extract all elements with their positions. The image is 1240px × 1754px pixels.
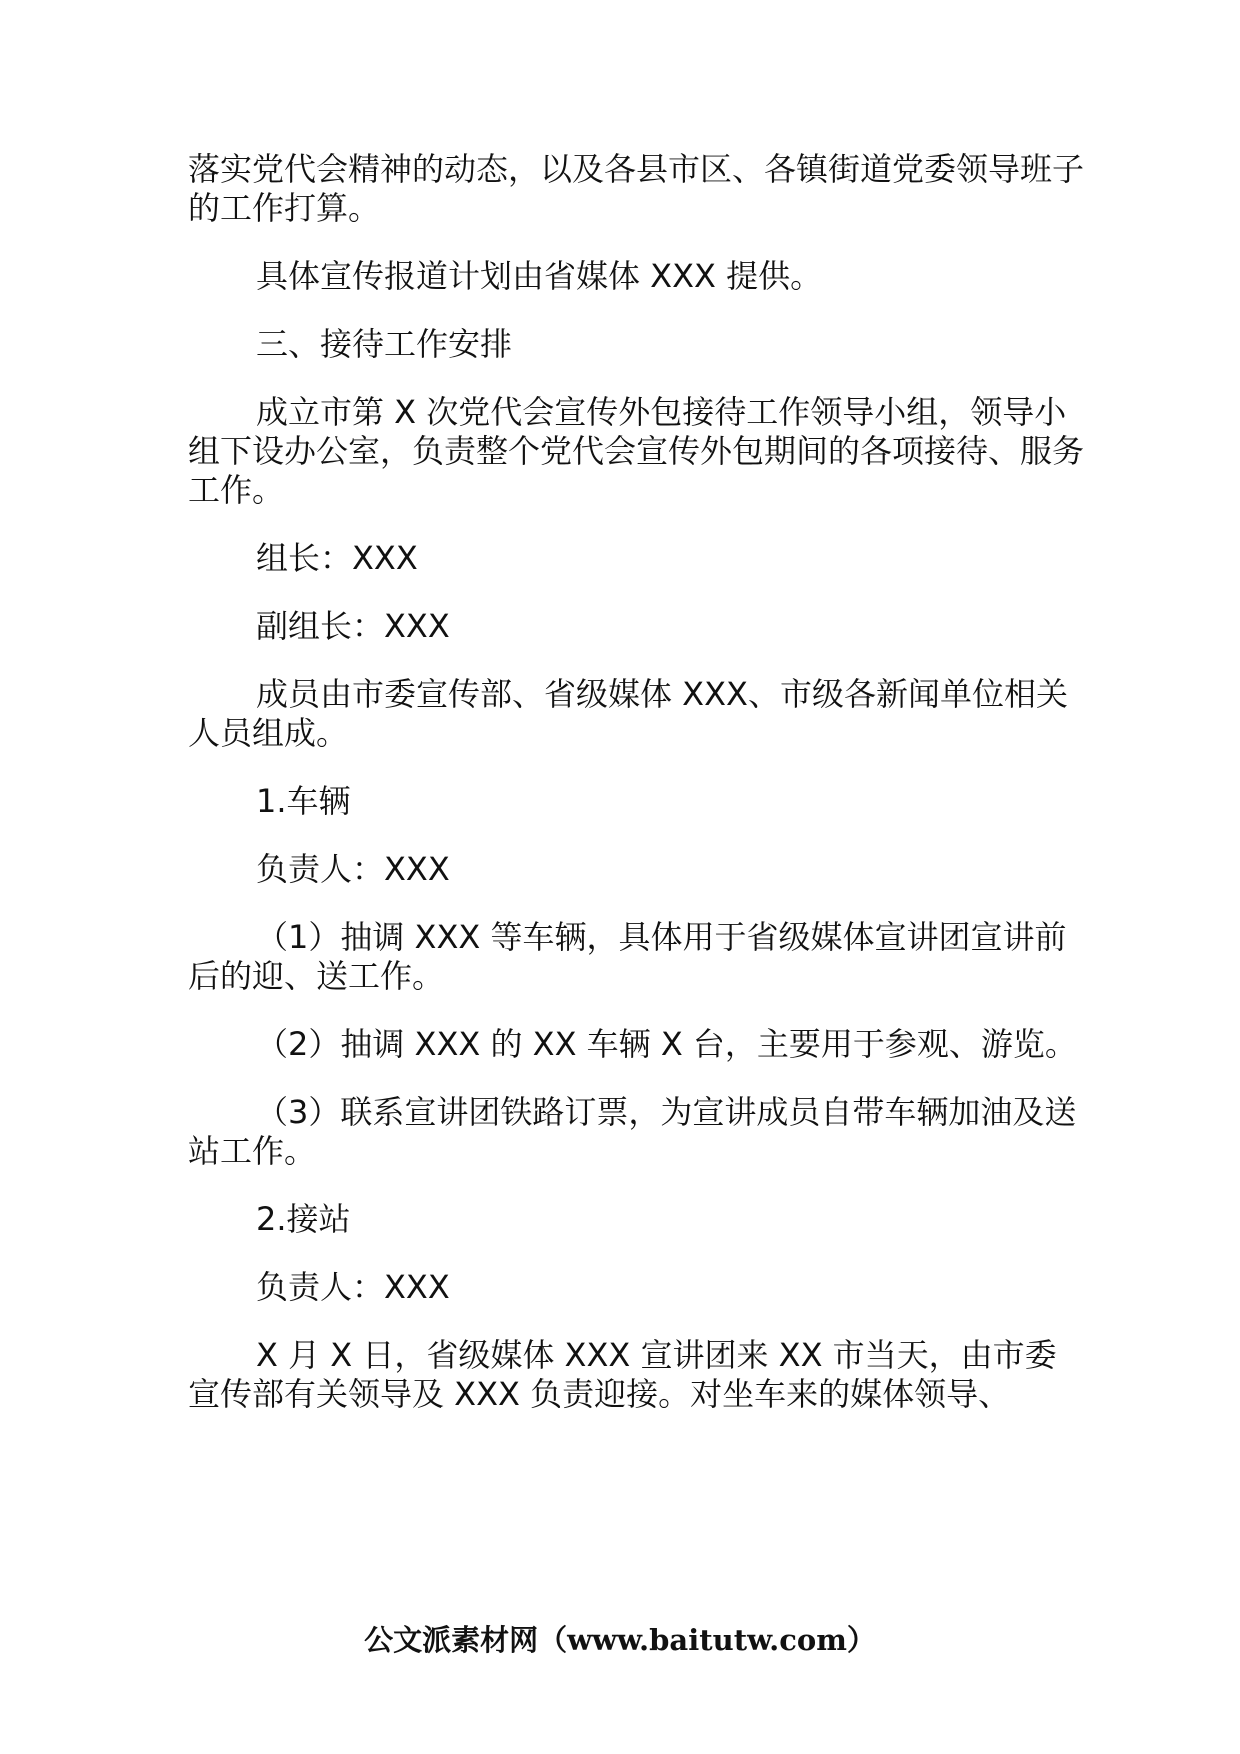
para-deputy-leader: 副组长：XXX: [256, 607, 450, 645]
para-group-leader: 组长：XXX: [256, 539, 418, 577]
footer-watermark: 公文派素材网（www.baitutw.com）: [364, 1623, 876, 1657]
subheading-vehicles: 1.车辆: [256, 782, 351, 820]
para-leading-group: 成立市第 X 次党代会宣传外包接待工作领导小组，领导小组下设办公室，负责整个党代会宣传外包期间的各项接待、服务工作。: [188, 393, 1085, 509]
para-members: 成员由市委宣传部、省级媒体 XXX、市级各新闻单位相关人员组成。: [188, 675, 1068, 752]
para-vehicles-owner: 负责人：XXX: [256, 850, 450, 888]
para-pickup-detail: X 月 X 日，省级媒体 XXX 宣讲团来 XX 市当天，由市委宣传部有关领导及 XXX 负责迎接。对坐车来的媒体领导、: [188, 1336, 1057, 1413]
para-vehicles-item-2: （2）抽调 XXX 的 XX 车辆 X 台，主要用于参观、游览。: [256, 1025, 1077, 1063]
para-vehicles-item-3: （3）联系宣讲团铁路订票，为宣讲成员自带车辆加油及送站工作。: [188, 1093, 1077, 1170]
subheading-pickup: 2.接站: [256, 1200, 351, 1238]
para-publicity-plan: 具体宣传报道计划由省媒体 XXX 提供。: [256, 257, 823, 295]
para-continuation: 落实党代会精神的动态，以及各县市区、各镇街道党委领导班子的工作打算。: [188, 150, 1085, 227]
document-body: [188, 150, 1088, 1443]
para-pickup-owner: 负责人：XXX: [256, 1268, 450, 1306]
section-heading-reception: 三、接待工作安排: [256, 325, 513, 363]
para-vehicles-item-1: （1）抽调 XXX 等车辆，具体用于省级媒体宣讲团宣讲前后的迎、送工作。: [188, 918, 1067, 995]
